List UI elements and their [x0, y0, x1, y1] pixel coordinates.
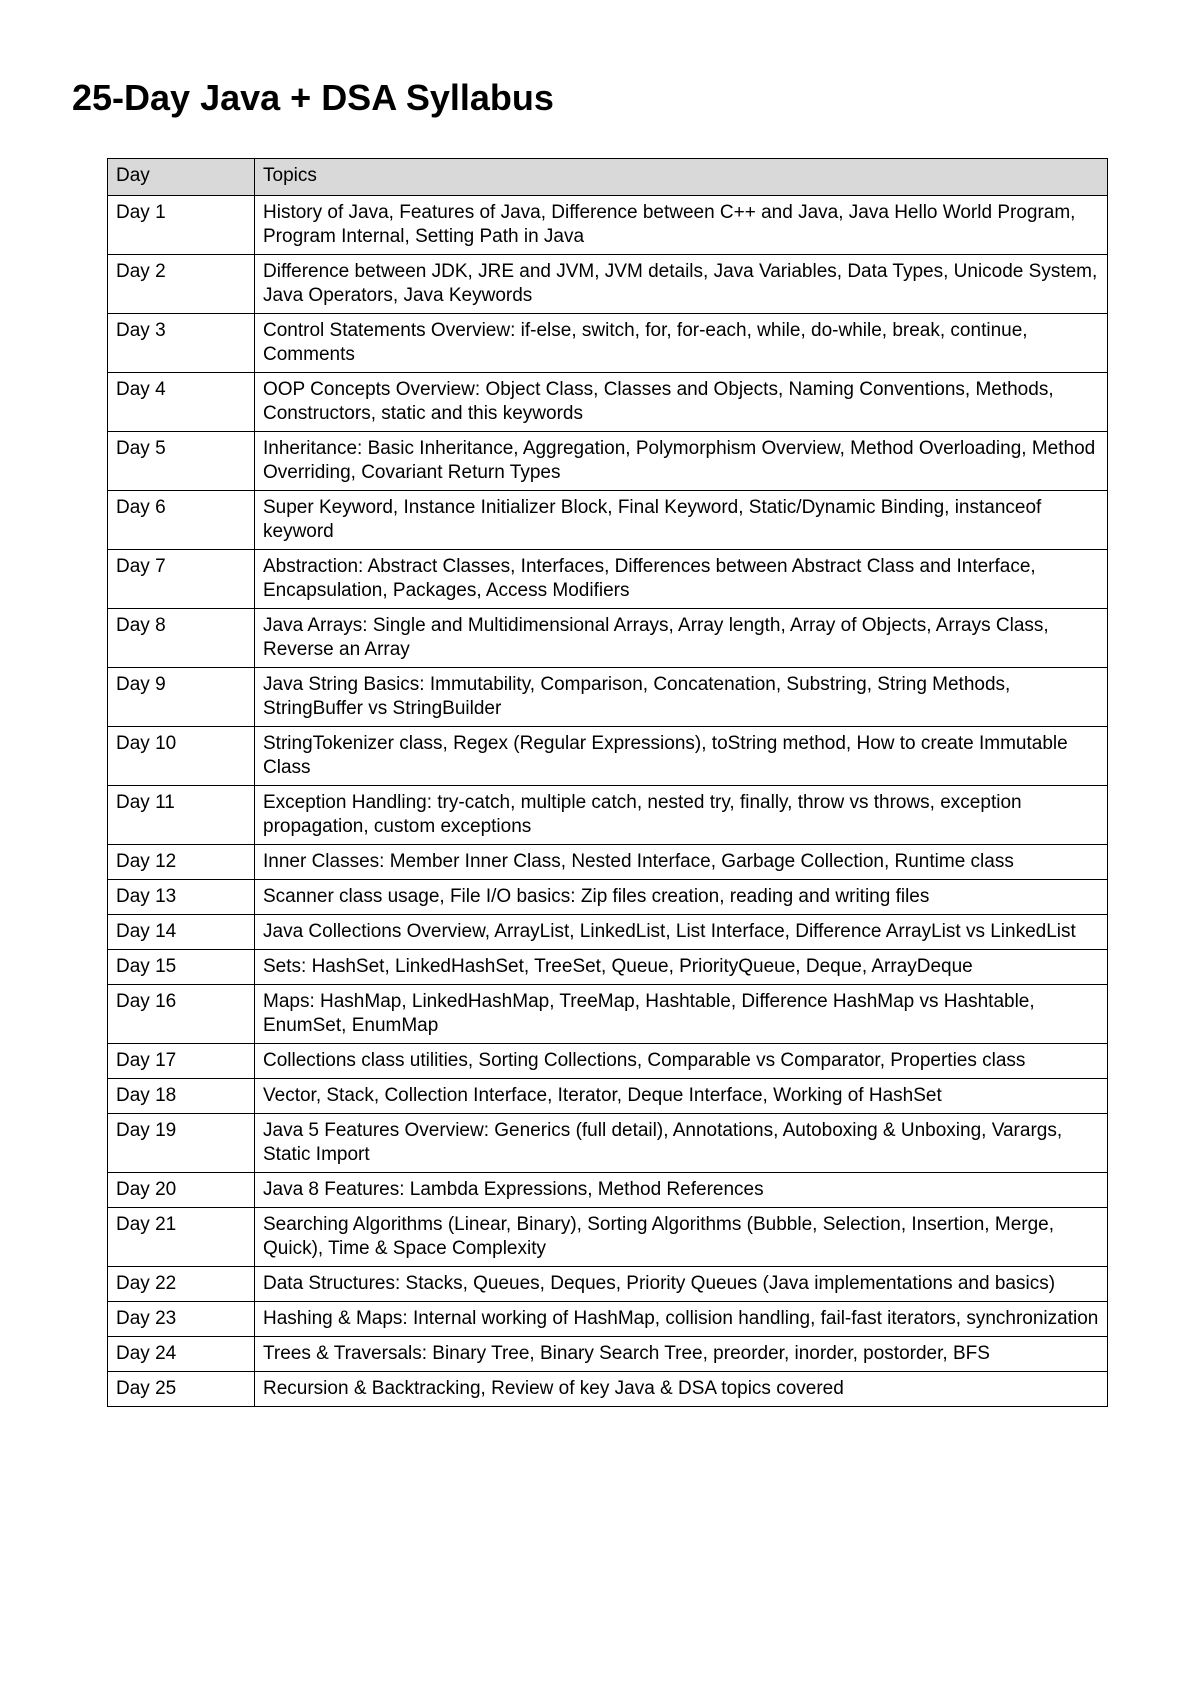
table-row: [108, 1372, 1108, 1407]
day-cell: Day 19: [108, 1114, 255, 1173]
day-cell: Day 24: [108, 1337, 255, 1372]
day-cell: Day 20: [108, 1173, 255, 1208]
day-cell: Day 11: [108, 786, 255, 845]
topics-cell: Scanner class usage, File I/O basics: Zip files creation, reading and writing files: [255, 880, 1108, 915]
table-row: [108, 985, 1108, 1044]
header-day: Day: [108, 159, 255, 196]
day-cell: Day 15: [108, 950, 255, 985]
topics-cell: Recursion & Backtracking, Review of key Java & DSA topics covered: [255, 1372, 1108, 1407]
table-row: [108, 915, 1108, 950]
table-row: [108, 550, 1108, 609]
table-row: [108, 727, 1108, 786]
topics-cell: Data Structures: Stacks, Queues, Deques, Priority Queues (Java implementations and basics): [255, 1267, 1108, 1302]
topics-cell: Java String Basics: Immutability, Comparison, Concatenation, Substring, String Methods, StringBuffer vs StringBuilder: [255, 668, 1108, 727]
topics-cell: Trees & Traversals: Binary Tree, Binary Search Tree, preorder, inorder, postorder, BFS: [255, 1337, 1108, 1372]
topics-cell: Inner Classes: Member Inner Class, Nested Interface, Garbage Collection, Runtime class: [255, 845, 1108, 880]
table-row: [108, 1173, 1108, 1208]
day-cell: Day 5: [108, 432, 255, 491]
table-row: [108, 491, 1108, 550]
table-row: [108, 668, 1108, 727]
topics-cell: OOP Concepts Overview: Object Class, Classes and Objects, Naming Conventions, Methods, Constructors, static and this keywords: [255, 373, 1108, 432]
day-cell: Day 8: [108, 609, 255, 668]
topics-cell: Hashing & Maps: Internal working of HashMap, collision handling, fail-fast iterators, synchronization: [255, 1302, 1108, 1337]
topics-cell: Vector, Stack, Collection Interface, Iterator, Deque Interface, Working of HashSet: [255, 1079, 1108, 1114]
table-row: [108, 880, 1108, 915]
topics-cell: Difference between JDK, JRE and JVM, JVM details, Java Variables, Data Types, Unicode System, Java Operators, Java Keywords: [255, 255, 1108, 314]
day-cell: Day 23: [108, 1302, 255, 1337]
table-row: [108, 1208, 1108, 1267]
table-header: [108, 159, 1108, 196]
table-row: [108, 786, 1108, 845]
table-row: [108, 1337, 1108, 1372]
topics-cell: Abstraction: Abstract Classes, Interfaces, Differences between Abstract Class and Interface, Encapsulation, Packages, Access Modifiers: [255, 550, 1108, 609]
day-cell: Day 10: [108, 727, 255, 786]
day-cell: Day 18: [108, 1079, 255, 1114]
header-topics: Topics: [255, 159, 1108, 196]
topics-cell: Java 5 Features Overview: Generics (full detail), Annotations, Autoboxing & Unboxing, Varargs, Static Import: [255, 1114, 1108, 1173]
topics-cell: Super Keyword, Instance Initializer Block, Final Keyword, Static/Dynamic Binding, instanceof keyword: [255, 491, 1108, 550]
table-row: [108, 950, 1108, 985]
table-row: [108, 1267, 1108, 1302]
table-row: [108, 1044, 1108, 1079]
day-cell: Day 25: [108, 1372, 255, 1407]
day-cell: Day 9: [108, 668, 255, 727]
day-cell: Day 3: [108, 314, 255, 373]
topics-cell: Java 8 Features: Lambda Expressions, Method References: [255, 1173, 1108, 1208]
day-cell: Day 2: [108, 255, 255, 314]
day-cell: Day 7: [108, 550, 255, 609]
table-row: [108, 1114, 1108, 1173]
table-row: [108, 314, 1108, 373]
day-cell: Day 14: [108, 915, 255, 950]
day-cell: Day 16: [108, 985, 255, 1044]
table-row: [108, 609, 1108, 668]
topics-cell: Sets: HashSet, LinkedHashSet, TreeSet, Queue, PriorityQueue, Deque, ArrayDeque: [255, 950, 1108, 985]
day-cell: Day 12: [108, 845, 255, 880]
topics-cell: Java Collections Overview, ArrayList, LinkedList, List Interface, Difference ArrayList vs LinkedList: [255, 915, 1108, 950]
day-cell: Day 22: [108, 1267, 255, 1302]
topics-cell: Searching Algorithms (Linear, Binary), Sorting Algorithms (Bubble, Selection, Insertion, Merge, Quick), Time & Space Complexity: [255, 1208, 1108, 1267]
topics-cell: Inheritance: Basic Inheritance, Aggregation, Polymorphism Overview, Method Overloading, Method Overriding, Covariant Return Types: [255, 432, 1108, 491]
topics-cell: StringTokenizer class, Regex (Regular Expressions), toString method, How to create Immutable Class: [255, 727, 1108, 786]
header-row: [108, 159, 1108, 196]
table-row: [108, 1079, 1108, 1114]
topics-cell: Maps: HashMap, LinkedHashMap, TreeMap, Hashtable, Difference HashMap vs Hashtable, EnumSet, EnumMap: [255, 985, 1108, 1044]
day-cell: Day 4: [108, 373, 255, 432]
topics-cell: History of Java, Features of Java, Difference between C++ and Java, Java Hello World Program, Program Internal, Setting Path in Java: [255, 196, 1108, 255]
day-cell: Day 17: [108, 1044, 255, 1079]
table-row: [108, 1302, 1108, 1337]
day-cell: Day 21: [108, 1208, 255, 1267]
table-body: [108, 196, 1108, 1407]
table-row: [108, 255, 1108, 314]
topics-cell: Collections class utilities, Sorting Collections, Comparable vs Comparator, Properties class: [255, 1044, 1108, 1079]
topics-cell: Exception Handling: try-catch, multiple catch, nested try, finally, throw vs throws, exception propagation, custom exceptions: [255, 786, 1108, 845]
day-cell: Day 1: [108, 196, 255, 255]
topics-cell: Control Statements Overview: if-else, switch, for, for-each, while, do-while, break, continue, Comments: [255, 314, 1108, 373]
table-row: [108, 845, 1108, 880]
syllabus-table: [107, 158, 1108, 1407]
table-row: [108, 373, 1108, 432]
table-row: [108, 196, 1108, 255]
table-row: [108, 432, 1108, 491]
topics-cell: Java Arrays: Single and Multidimensional Arrays, Array length, Array of Objects, Arrays Class, Reverse an Array: [255, 609, 1108, 668]
day-cell: Day 13: [108, 880, 255, 915]
page-title: 25-Day Java + DSA Syllabus: [72, 77, 554, 118]
day-cell: Day 6: [108, 491, 255, 550]
